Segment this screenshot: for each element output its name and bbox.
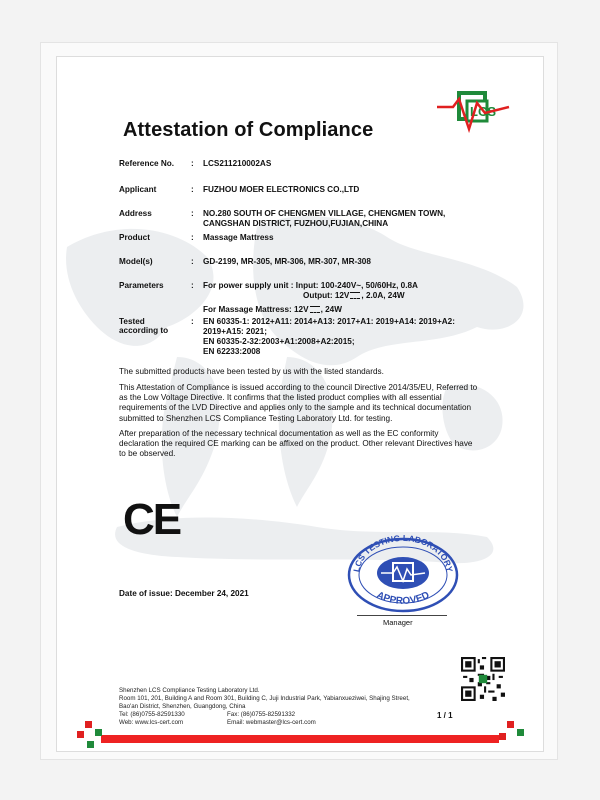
page-title: Attestation of Compliance — [123, 119, 374, 141]
dc-symbol-icon — [310, 306, 320, 313]
ce-mark: CE — [123, 495, 181, 544]
footer-red-bar — [101, 735, 499, 743]
std-line-1: EN 60335-1: 2012+A11: 2014+A13: 2017+A1: 2019+A14: 2019+A2: — [203, 317, 455, 326]
tested-label-2: according to — [119, 326, 169, 335]
decor-square — [517, 729, 524, 736]
stamp-top-text: LCS TESTING LABORATORY — [351, 533, 455, 573]
paragraph-2: This Attestation of Compliance is issued according to the council Directive 2014/35/EU, Referred to as the Low Voltage Directive. It confirms that the listed product complies with all essential requirements of the LVD Directive and applies only to the sample and its technical documentation submitted to Shenzhen LCS Compliance Testing Laboratory Ltd. for testing. — [119, 383, 478, 423]
decor-square — [85, 721, 92, 728]
footer-company: Shenzhen LCS Compliance Testing Laboratory Ltd. — [119, 687, 260, 694]
address-line-1: NO.280 SOUTH OF CHENGMEN VILLAGE, CHENGMEN TOWN, — [203, 209, 446, 218]
colon: : — [191, 317, 194, 326]
logo-text: LCS — [470, 104, 496, 119]
param-line-3-pre: For Massage Mattress: 12V — [203, 305, 309, 314]
stamp-bottom-text: APPROVED — [374, 589, 432, 607]
colon: : — [191, 185, 194, 194]
approved-stamp — [345, 533, 461, 613]
page-number: 1 / 1 — [437, 711, 453, 720]
footer-address-2: Bao'an District, Shenzhen, Guangdong, China — [119, 703, 246, 710]
address-label: Address — [119, 209, 152, 218]
applicant-value: FUZHOU MOER ELECTRONICS CO.,LTD — [203, 185, 360, 194]
lcs-logo — [437, 85, 517, 137]
param-line-2-pre: Output: 12V — [303, 291, 350, 300]
signature-line — [357, 615, 447, 616]
footer-web: Web: www.lcs-cert.com — [119, 719, 184, 726]
param-line-1: For power supply unit : Input: 100-240V~, 50/60Hz, 0.8A — [203, 281, 418, 290]
decor-square — [507, 721, 514, 728]
param-line-3-post: , 24W — [320, 305, 342, 314]
qr-code-icon — [461, 657, 505, 701]
applicant-label: Applicant — [119, 185, 157, 194]
std-line-2: 2019+A15: 2021; — [203, 327, 267, 336]
dc-symbol-icon — [350, 292, 360, 299]
models-value: GD-2199, MR-305, MR-306, MR-307, MR-308 — [203, 257, 371, 266]
footer-tel: Tel: (86)0755-82591330 — [119, 711, 185, 718]
certificate — [56, 56, 544, 752]
std-line-4: EN 62233:2008 — [203, 347, 261, 356]
parameters-label: Parameters — [119, 281, 164, 290]
footer-email: Email: webmaster@lcs-cert.com — [227, 719, 316, 726]
svg-text:APPROVED — [375, 590, 432, 607]
reference-value: LCS211210002AS — [203, 159, 272, 168]
colon: : — [191, 233, 194, 242]
models-label: Model(s) — [119, 257, 153, 266]
product-value: Massage Mattress — [203, 233, 274, 242]
address-line-2: CANGSHAN DISTRICT, FUZHOU,FUJIAN,CHINA — [203, 219, 389, 228]
decor-square — [95, 729, 102, 736]
decor-square — [77, 731, 84, 738]
decor-square — [499, 733, 506, 740]
param-line-2-post: , 2.0A, 24W — [361, 291, 405, 300]
parameters-value — [203, 281, 493, 315]
param-line-2 — [203, 291, 405, 300]
address-value — [203, 209, 483, 229]
footer-fax: Fax: (86)0755-82591332 — [227, 711, 296, 718]
standards-value — [203, 317, 503, 357]
footer-address-1: Room 101, 201, Building A and Room 301, Building C, Juji Industrial Park, Yabianxueziwei, Shajing Street, — [119, 695, 410, 702]
decor-square — [87, 741, 94, 748]
paragraph-1: The submitted products have been tested by us with the listed standards. — [119, 367, 384, 376]
colon: : — [191, 257, 194, 266]
date-of-issue: Date of issue: December 24, 2021 — [119, 589, 249, 598]
manager-label: Manager — [383, 618, 413, 627]
colon: : — [191, 209, 194, 218]
colon: : — [191, 159, 194, 168]
colon: : — [191, 281, 194, 290]
product-label: Product — [119, 233, 150, 242]
std-line-3: EN 60335-2-32:2003+A1:2008+A2:2015; — [203, 337, 355, 346]
paragraph-3: After preparation of the necessary technical documentation as well as the EC conformity declaration the required CE marking can be affixed on the product. Other relevant Directives have to be observed. — [119, 429, 473, 459]
reference-label: Reference No. — [119, 159, 175, 168]
param-line-3 — [203, 305, 342, 315]
tested-label — [119, 317, 189, 335]
tested-label-1: Tested — [119, 317, 145, 326]
